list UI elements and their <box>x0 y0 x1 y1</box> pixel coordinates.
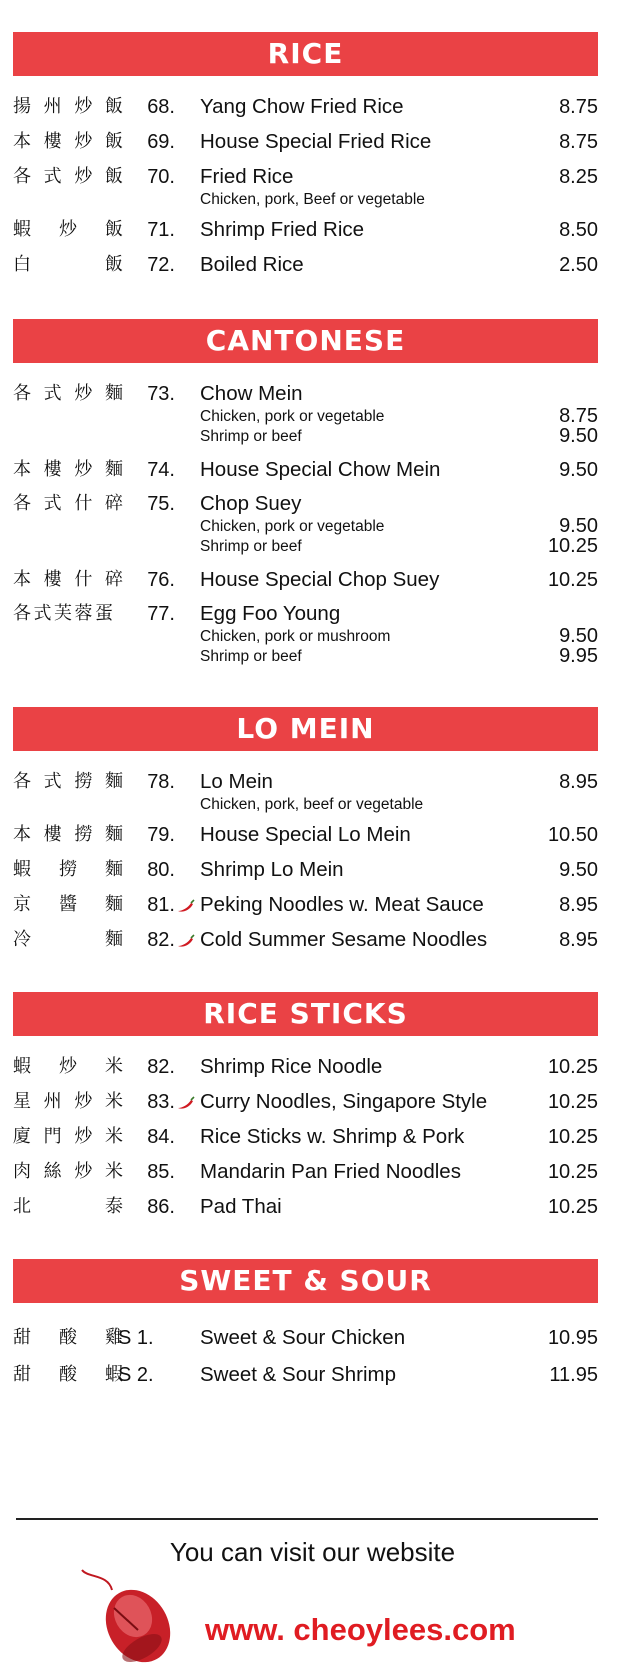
chinese-char: 蛋 <box>95 603 113 624</box>
item-price: 10.25 <box>547 569 598 591</box>
item-option: Shrimp or beef <box>200 428 302 445</box>
chinese-char: 甜 <box>13 1364 31 1385</box>
chinese-char: 米 <box>104 1126 123 1147</box>
chinese-char: 米 <box>105 1056 123 1077</box>
option-price: 9.50 <box>559 625 598 647</box>
section-header: RICE STICKS <box>13 992 598 1036</box>
website-link[interactable]: www. cheoylees.com <box>205 1612 516 1647</box>
chinese-char: 冷 <box>13 929 31 950</box>
chinese-char: 麵 <box>104 771 123 792</box>
chinese-char: 門 <box>43 1126 62 1147</box>
item-number: 85. <box>147 1161 175 1183</box>
chinese-char: 炒 <box>74 1091 93 1112</box>
chinese-char: 樓 <box>43 824 62 845</box>
visit-website-text: You can visit our website <box>169 1537 456 1567</box>
item-price: 8.95 <box>559 771 598 793</box>
chinese-name <box>13 252 123 278</box>
chinese-char: 什 <box>74 569 93 590</box>
chinese-char: 絲 <box>43 1161 62 1182</box>
item-price: 10.25 <box>547 1161 598 1183</box>
item-name: Yang Chow Fried Rice <box>200 95 404 118</box>
item-name: Pad Thai <box>200 1195 282 1218</box>
chili-pepper-icon <box>176 934 196 948</box>
chinese-char: 麵 <box>104 824 123 845</box>
item-number: 73. <box>147 383 175 405</box>
item-option: Shrimp or beef <box>200 648 302 665</box>
chinese-char: 什 <box>74 493 93 514</box>
chinese-char: 飯 <box>104 166 123 187</box>
item-option: Chicken, pork, Beef or vegetable <box>200 191 425 208</box>
chinese-char: 揚 <box>13 96 31 117</box>
item-number: 75. <box>147 493 175 515</box>
chinese-char: 炒 <box>74 96 93 117</box>
chinese-name <box>13 457 123 483</box>
chinese-char: 炒 <box>59 1056 77 1077</box>
chinese-char: 式 <box>43 383 62 404</box>
chinese-char: 炒 <box>59 219 77 240</box>
item-number: 70. <box>147 166 175 188</box>
chinese-char: 炒 <box>74 131 93 152</box>
item-price: 10.25 <box>547 1196 598 1218</box>
item-number: 68. <box>147 96 175 118</box>
chinese-char: 酸 <box>59 1327 77 1348</box>
item-name: Mandarin Pan Fried Noodles <box>200 1160 461 1183</box>
chinese-char: 飯 <box>104 131 123 152</box>
chinese-char: 本 <box>13 131 31 152</box>
chinese-char: 州 <box>43 1091 62 1112</box>
item-price: 9.50 <box>559 459 598 481</box>
chinese-char: 本 <box>13 459 31 480</box>
chinese-name <box>13 601 113 627</box>
item-number: 83. <box>147 1091 175 1113</box>
chinese-char: 碎 <box>104 493 123 514</box>
item-price: 10.95 <box>547 1327 598 1349</box>
chinese-char: 白 <box>13 254 31 275</box>
chinese-name <box>13 164 123 190</box>
chili-pepper-icon <box>176 899 196 913</box>
chinese-char: 甜 <box>13 1327 31 1348</box>
item-option: Chicken, pork or vegetable <box>200 518 385 535</box>
chinese-char: 式 <box>33 603 52 624</box>
chinese-char: 蝦 <box>13 219 31 240</box>
chinese-char: 碎 <box>104 569 123 590</box>
chinese-char: 飯 <box>105 219 123 240</box>
chinese-char: 麵 <box>105 894 123 915</box>
item-option: Chicken, pork or vegetable <box>200 408 385 425</box>
chinese-name <box>13 1194 123 1220</box>
chinese-name <box>13 822 123 848</box>
item-number: 77. <box>147 603 175 625</box>
item-name: House Special Chop Suey <box>200 568 440 591</box>
item-price: 8.75 <box>559 96 598 118</box>
item-name: Lo Mein <box>200 770 273 793</box>
chinese-char: 樓 <box>43 569 62 590</box>
chinese-char: 米 <box>104 1161 123 1182</box>
chinese-char: 蝦 <box>13 859 31 880</box>
item-price: 10.25 <box>547 1126 598 1148</box>
item-number: 81. <box>147 894 175 916</box>
item-price: 10.50 <box>547 824 598 846</box>
chinese-char: 飯 <box>105 254 123 275</box>
option-price: 9.95 <box>559 645 598 667</box>
chinese-char: 炒 <box>74 459 93 480</box>
chinese-char: 各 <box>13 603 31 624</box>
section-header: LO MEIN <box>13 707 598 751</box>
chili-pepper-icon <box>176 1096 196 1110</box>
item-name: Cold Summer Sesame Noodles <box>200 928 488 951</box>
chinese-char: 麵 <box>104 459 123 480</box>
chinese-name <box>13 94 123 120</box>
item-option: Chicken, pork or mushroom <box>200 628 391 645</box>
chinese-char: 飯 <box>104 96 123 117</box>
chinese-char: 麵 <box>104 383 123 404</box>
chinese-char: 肉 <box>13 1161 31 1182</box>
option-price: 9.50 <box>559 515 598 537</box>
chinese-name <box>13 1124 123 1150</box>
item-number: 80. <box>147 859 175 881</box>
chinese-char: 星 <box>13 1091 31 1112</box>
item-name: House Special Lo Mein <box>200 823 411 846</box>
item-name: Boiled Rice <box>200 253 304 276</box>
chinese-name <box>13 892 123 918</box>
item-price: 9.50 <box>559 859 598 881</box>
chinese-name <box>13 1089 123 1115</box>
item-number: 74. <box>147 459 175 481</box>
chinese-char: 米 <box>104 1091 123 1112</box>
item-name: House Special Chow Mein <box>200 458 441 481</box>
chinese-char: 廈 <box>13 1126 31 1147</box>
chinese-name <box>13 1325 123 1351</box>
chinese-char: 京 <box>13 894 31 915</box>
item-price: 2.50 <box>559 254 598 276</box>
chinese-name <box>13 381 123 407</box>
chinese-char: 撈 <box>59 859 77 880</box>
chinese-char: 炒 <box>74 1161 93 1182</box>
item-number: 82. <box>147 929 175 951</box>
chinese-name <box>13 491 123 517</box>
item-number: 72. <box>147 254 175 276</box>
chinese-name <box>13 769 123 795</box>
chinese-name <box>13 1054 123 1080</box>
chinese-name <box>13 1362 123 1388</box>
chinese-char: 樓 <box>43 459 62 480</box>
chinese-name <box>13 217 123 243</box>
chinese-name <box>13 129 123 155</box>
item-number: 86. <box>147 1196 175 1218</box>
item-price: 8.50 <box>559 219 598 241</box>
item-number: 84. <box>147 1126 175 1148</box>
chinese-char: 蝦 <box>13 1056 31 1077</box>
item-name: Fried Rice <box>200 165 294 188</box>
item-price: 10.25 <box>547 1091 598 1113</box>
chinese-char: 麵 <box>105 929 123 950</box>
item-price: 10.25 <box>547 1056 598 1078</box>
option-price: 10.25 <box>547 535 598 557</box>
chinese-char: 式 <box>43 493 62 514</box>
chinese-char: 各 <box>13 493 31 514</box>
chinese-char: 蓉 <box>74 603 93 624</box>
item-name: House Special Fried Rice <box>200 130 432 153</box>
item-name: Shrimp Rice Noodle <box>200 1055 383 1078</box>
option-price: 9.50 <box>559 425 598 447</box>
item-name: Sweet & Sour Shrimp <box>200 1363 396 1386</box>
item-price: 8.95 <box>559 894 598 916</box>
item-number: 76. <box>147 569 175 591</box>
item-number: 82. <box>147 1056 175 1078</box>
section-header: RICE <box>13 32 598 76</box>
chinese-name <box>13 927 123 953</box>
item-number: 71. <box>147 219 175 241</box>
chinese-char: 雞 <box>105 1327 123 1348</box>
item-option: Chicken, pork, beef or vegetable <box>200 796 424 813</box>
item-name: Shrimp Fried Rice <box>200 218 365 241</box>
chinese-char: 炒 <box>74 1126 93 1147</box>
chinese-name <box>13 857 123 883</box>
chinese-char: 炒 <box>74 383 93 404</box>
chinese-char: 酸 <box>59 1364 77 1385</box>
chinese-char: 炒 <box>74 166 93 187</box>
chinese-char: 芙 <box>54 603 72 624</box>
chinese-char: 撈 <box>74 824 93 845</box>
item-name: Chop Suey <box>200 492 302 515</box>
item-number: 79. <box>147 824 175 846</box>
chinese-char: 本 <box>13 569 31 590</box>
divider-line <box>16 1518 598 1520</box>
chinese-char: 北 <box>13 1196 31 1217</box>
item-name: Peking Noodles w. Meat Sauce <box>200 893 484 916</box>
chinese-name <box>13 567 123 593</box>
chinese-char: 泰 <box>105 1196 123 1217</box>
item-price: 8.25 <box>559 166 598 188</box>
option-price: 8.75 <box>559 405 598 427</box>
item-number: 69. <box>147 131 175 153</box>
item-name: Egg Foo Young <box>200 602 341 625</box>
item-name: Sweet & Sour Chicken <box>200 1326 406 1349</box>
item-price: 8.75 <box>559 131 598 153</box>
item-option: Shrimp or beef <box>200 538 302 555</box>
section-header: SWEET & SOUR <box>13 1259 598 1303</box>
chinese-char: 各 <box>13 166 31 187</box>
item-number: S 2. <box>118 1364 154 1386</box>
item-price: 11.95 <box>549 1364 598 1386</box>
item-number: 78. <box>147 771 175 793</box>
chinese-char: 本 <box>13 824 31 845</box>
chinese-char: 撈 <box>74 771 93 792</box>
section-header: CANTONESE <box>13 319 598 363</box>
item-number: S 1. <box>118 1327 154 1349</box>
chinese-char: 麵 <box>105 859 123 880</box>
chinese-char: 蝦 <box>105 1364 123 1385</box>
chinese-char: 醬 <box>59 894 77 915</box>
chinese-char: 州 <box>43 96 62 117</box>
chinese-char: 各 <box>13 771 31 792</box>
chinese-char: 各 <box>13 383 31 404</box>
chinese-char: 樓 <box>43 131 62 152</box>
chinese-name <box>13 1159 123 1185</box>
item-name: Curry Noodles, Singapore Style <box>200 1090 488 1113</box>
chinese-char: 式 <box>43 771 62 792</box>
computer-mouse-icon <box>78 1568 198 1668</box>
item-price: 8.95 <box>559 929 598 951</box>
item-name: Shrimp Lo Mein <box>200 858 344 881</box>
item-name: Rice Sticks w. Shrimp & Pork <box>200 1125 465 1148</box>
item-name: Chow Mein <box>200 382 303 405</box>
chinese-char: 式 <box>43 166 62 187</box>
